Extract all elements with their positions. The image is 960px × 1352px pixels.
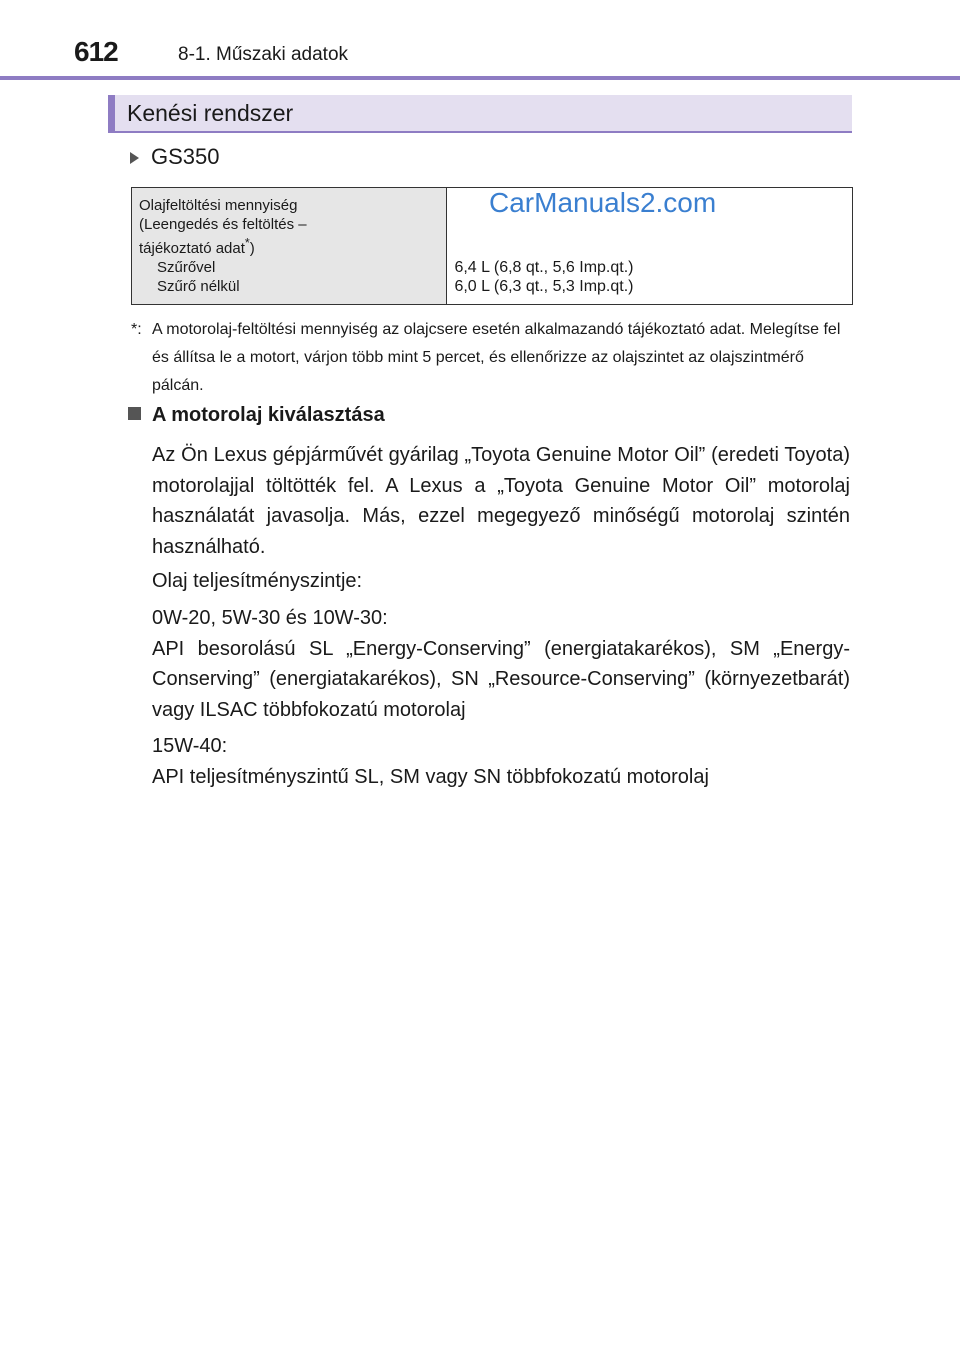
oil-level-label: Olaj teljesítményszintje:	[152, 570, 363, 592]
with-filter-label: Szűrővel	[157, 259, 216, 276]
with-filter-value: 6,4 L (6,8 qt., 5,6 Imp.qt.)	[454, 259, 634, 276]
capacity-label-line3: tájékoztató adat	[139, 240, 245, 257]
footnote-mark: *	[244, 236, 250, 250]
without-filter-value: 6,0 L (6,3 qt., 5,3 Imp.qt.)	[454, 278, 634, 295]
section-banner	[108, 95, 852, 133]
square-bullet-icon	[128, 407, 141, 420]
capacity-label-line2: (Leengedés és feltöltés –	[139, 216, 307, 233]
oil-intro-paragraph: Az Ön Lexus gépjárművét gyárilag „Toyota Genuine Motor Oil” (eredeti Toyota) motorolajjal töltötték fel. A Lexus a „Toyota Genuine Motor Oil” motorolaj használatát javasolja. Más, ezzel megegyező minőségű motorolaj szintén használható.	[152, 444, 850, 558]
grade1-text: API besorolású SL „Energy-Conserving” (energiatakarékos), SM „Energy-Conserving” (energiatakarékos), SN „Resource-Conserving” (környezetbarát) vagy ILSAC többfokozatú motorolaj	[152, 637, 850, 721]
footnote-text: A motorolaj-feltöltési mennyiség az olajcsere esetén alkalmazandó tájékoztató adat. Melegítse fel és állítsa le a motort, várjon több mint 5 percet, és ellenőrizze az olajszintet az olajszintmérő pálcán.	[152, 321, 841, 394]
page-number: 612	[74, 36, 118, 67]
header-divider	[0, 76, 960, 80]
grade2-title: 15W-40:	[152, 735, 228, 757]
model-label	[130, 144, 220, 170]
model-name: GS350	[151, 144, 220, 169]
capacity-label-cell	[132, 188, 447, 305]
grade2-text: API teljesítményszintű SL, SM vagy SN többfokozatú motorolaj	[152, 765, 709, 788]
grade1-title: 0W-20, 5W-30 és 10W-30:	[152, 607, 388, 629]
footnote-star: *:	[131, 321, 142, 338]
footnote	[131, 316, 853, 400]
grade1-block	[152, 603, 850, 725]
oil-selection-heading-text: A motorolaj kiválasztása	[152, 404, 385, 426]
page-header	[0, 0, 960, 80]
without-filter-label: Szűrő nélkül	[157, 278, 240, 295]
grade2-block	[152, 731, 850, 792]
triangle-bullet-icon	[130, 152, 139, 164]
section-title: Kenési rendszer	[127, 100, 294, 126]
chapter-title: 8-1. Műszaki adatok	[178, 44, 349, 65]
capacity-label-close: )	[249, 240, 255, 257]
capacity-label-line1: Olajfeltöltési mennyiség	[139, 197, 298, 214]
watermark-logo: CarManuals2.com	[489, 187, 717, 218]
oil-selection-heading	[128, 404, 385, 427]
